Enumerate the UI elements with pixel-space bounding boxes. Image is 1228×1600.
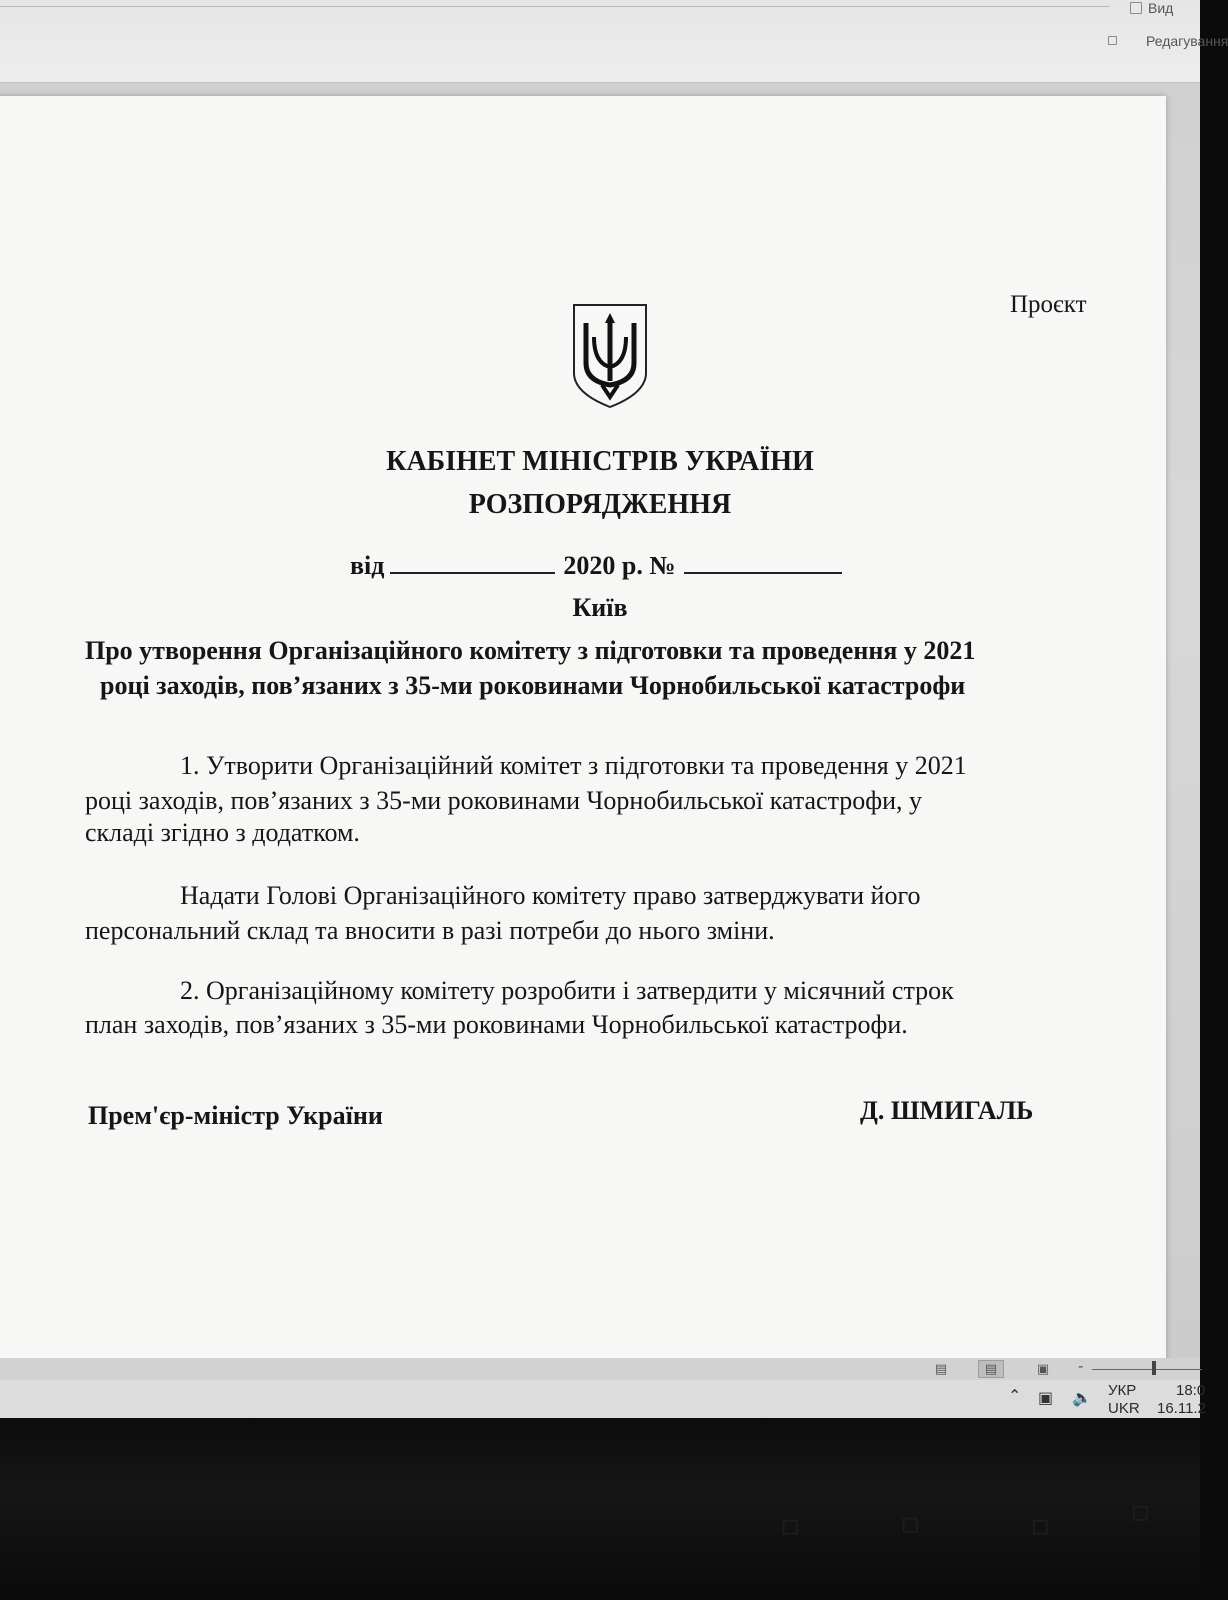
ribbon-edit-label[interactable]: Редагування [1146, 33, 1228, 49]
view-icon[interactable] [1130, 2, 1142, 14]
signature-name: Д. ШМИГАЛЬ [860, 1096, 1034, 1125]
clock-date[interactable]: 16.11.2 [1157, 1400, 1206, 1417]
keyboard-layout[interactable]: UKR [1108, 1400, 1140, 1417]
document-title-line-1: Про утворення Організаційного комітету з підготовки та проведення у 2021 [85, 636, 976, 665]
ribbon-divider [0, 0, 1110, 7]
paragraph-1-line-3: складі згідно з додатком. [85, 818, 360, 847]
zoom-out-button[interactable]: - [1078, 1358, 1084, 1375]
page-icon: ▤ [984, 1361, 998, 1377]
date-year: 2020 р. № [563, 551, 676, 580]
paragraph-3-line-1: 2. Організаційному комітету розробити і затвердити у місячний строк [180, 976, 954, 1005]
keyboard-key-icon: ▫ [780, 1508, 801, 1543]
trident-emblem-icon [570, 301, 650, 411]
city-label: Київ [572, 593, 628, 622]
show-hidden-icons-icon[interactable]: ⌃ [1008, 1386, 1022, 1405]
document-title-line-2: році заходів, пов’язаних з 35-ми роковинами Чорнобильської катастрофи [100, 671, 966, 700]
zoom-slider-thumb[interactable] [1152, 1361, 1156, 1375]
page-heading-organization: КАБІНЕТ МІНІСТРІВ УКРАЇНИ [386, 446, 814, 477]
paragraph-1-line-1: 1. Утворити Організаційний комітет з підготовки та проведення у 2021 [180, 751, 967, 780]
signature-role: Прем'єр-міністр України [88, 1101, 383, 1130]
date-number-line [350, 546, 842, 581]
book-icon: ▤ [934, 1361, 948, 1377]
web-layout-button[interactable] [1030, 1360, 1056, 1378]
date-prefix: від [350, 551, 385, 580]
volume-icon[interactable]: 🔈 [1072, 1388, 1092, 1407]
web-page-icon: ▣ [1036, 1361, 1050, 1377]
print-layout-button[interactable] [978, 1360, 1004, 1378]
paragraph-3-line-2: план заходів, пов’язаних з 35-ми роковинами Чорнобильської катастрофи. [85, 1010, 908, 1039]
ribbon [0, 0, 1228, 83]
paragraph-2-line-1: Надати Голові Організаційного комітету право затверджувати його [180, 881, 921, 910]
keyboard-key-icon: ▫ [1030, 1508, 1051, 1543]
laptop-bezel [0, 1418, 1200, 1600]
status-bar [0, 1358, 1200, 1380]
date-blank [390, 546, 555, 574]
number-blank [684, 546, 842, 574]
draft-label: Проєкт [1010, 291, 1087, 318]
zoom-slider[interactable] [1092, 1369, 1202, 1370]
read-mode-button[interactable] [928, 1360, 954, 1378]
clock-time[interactable]: 18:0 [1176, 1382, 1206, 1399]
document-page[interactable] [0, 96, 1166, 1366]
page-heading-document-type: РОЗПОРЯДЖЕННЯ [468, 489, 732, 520]
taskbar [0, 1380, 1206, 1418]
ribbon-view-label[interactable]: Вид [1148, 0, 1174, 16]
language-indicator[interactable]: УКР [1108, 1382, 1137, 1399]
dialog-launcher-icon[interactable] [1108, 36, 1117, 45]
paragraph-1-line-2: році заходів, пов’язаних з 35-ми роковинами Чорнобильської катастрофи, у [85, 786, 923, 815]
keyboard-key-icon: ▫ [900, 1506, 921, 1541]
paragraph-2-line-2: персональний склад та вносити в разі потреби до нього зміни. [85, 916, 775, 945]
keyboard-key-icon: ▫ [1130, 1494, 1151, 1529]
network-icon[interactable]: ▣ [1038, 1388, 1054, 1407]
